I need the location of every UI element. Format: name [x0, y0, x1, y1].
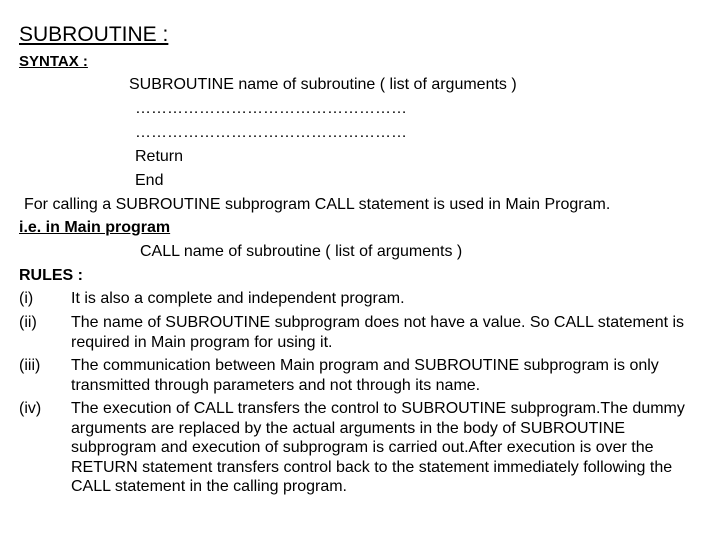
rule-number: (ii) [19, 314, 37, 331]
rule-text: It is also a complete and independent program. [71, 290, 405, 307]
rule-number: (iv) [19, 400, 42, 417]
rules-heading: RULES : [19, 267, 83, 284]
syntax-line-end: End [135, 172, 164, 189]
page-title: SUBROUTINE : [19, 23, 169, 46]
syntax-line-dots-1: …………………………………………… [135, 100, 407, 117]
syntax-line-header: SUBROUTINE name of subroutine ( list of arguments ) [129, 76, 517, 93]
syntax-line-return: Return [135, 148, 184, 165]
rule-number: (iii) [19, 357, 41, 374]
ie-label: i.e. in Main program [19, 219, 171, 236]
rule-text: The communication between Main program and SUBROUTINE subprogram is only transmitted through parameters and not through its name. [71, 357, 659, 394]
rule-number: (i) [19, 290, 34, 307]
call-line: CALL name of subroutine ( list of arguments ) [140, 243, 463, 260]
rule-text: The execution of CALL transfers the control to SUBROUTINE subprogram.The dummy arguments are replaced by the actual arguments in the body of SUBROUTINE subprogram and execution of subprogram is carried out.After execution is over the RETURN statement transfers control back to the statement immediately following the CALL statement in the calling program. [71, 400, 685, 495]
syntax-heading: SYNTAX : [19, 53, 88, 70]
rule-text: The name of SUBROUTINE subprogram does not have a value. So CALL statement is required in Main program for using it. [71, 314, 685, 351]
calling-text: For calling a SUBROUTINE subprogram CALL statement is used in Main Program. [24, 196, 611, 213]
syntax-line-dots-2: …………………………………………… [135, 124, 407, 141]
